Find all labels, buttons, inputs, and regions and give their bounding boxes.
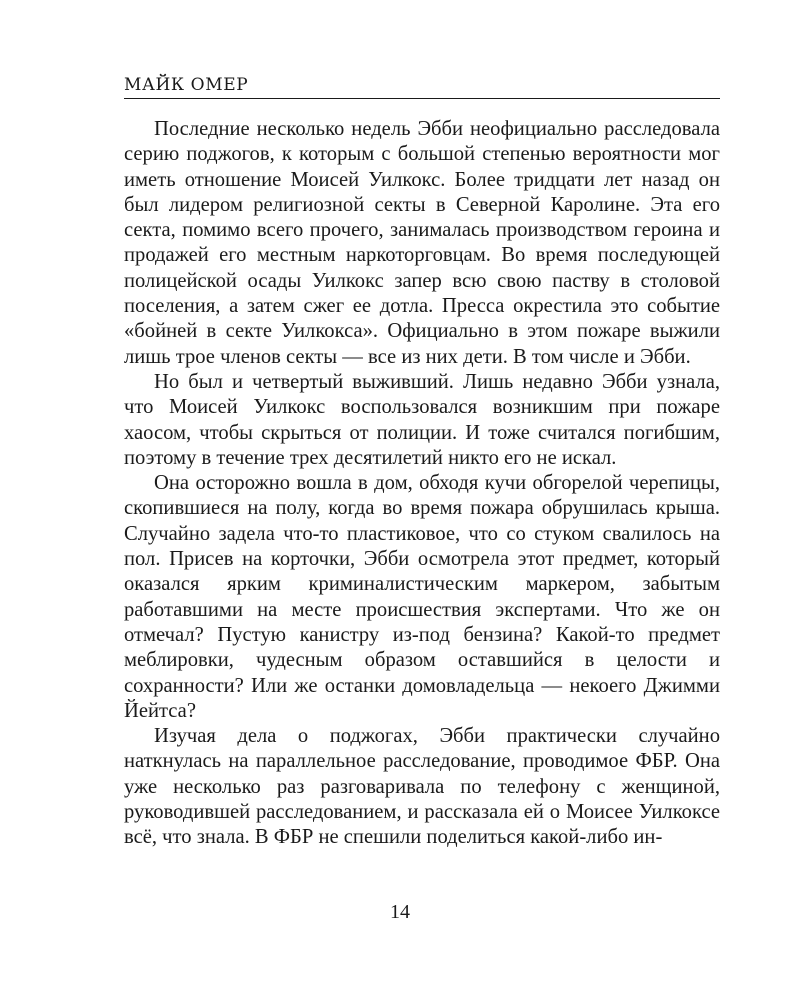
paragraph: Последние несколько недель Эбби неофициально расследовала серию поджогов, к которым с большой степенью вероятности мог иметь отношение Моисей Уилкокс. Более тридцати лет назад он был лидером религиозной секты в Северной Каролине. Эта его секта, помимо всего прочего, занималась производством героина и продажей его местным наркоторговцам. Во время последующей полицейской осады Уилкокс запер всю свою паству в столовой поселения, а затем сжег ее дотла. Пресса окрестила это событие «бойней в секте Уилкокса». Официально в этом пожаре выжили лишь трое членов секты — все из них дети. В том числе и Эбби. [124, 118, 720, 368]
paragraph: Она осторожно вошла в дом, обходя кучи обгорелой черепицы, скопившиеся на полу, когда во время пожара обрушилась крыша. Случайно задела что-то пластиковое, что со стуком свалилось на пол. Присев на корточки, Эбби осмотрела этот предмет, который оказался ярким криминалистическим маркером, забытым работавшими на месте происшествия экспертами. Что же он отмечал? Пустую канистру из-под бензина? Какой-то предмет меблировки, чудесным образом оставшийся в целости и сохранности? Или же останки домовладельца — некоего Джимми Йейтса? [124, 472, 720, 722]
paragraph: Изучая дела о поджогах, Эбби практически случайно наткнулась на параллельное расследование, проводимое ФБР. Она уже несколько раз разговаривала по телефону с женщиной, руководившей расследованием, и рассказала ей о Моисее Уилкоксе всё, что знала. В ФБР не спешили поделиться какой-либо ин- [124, 725, 720, 849]
author-name: МАЙК ОМЕР [124, 75, 249, 95]
running-header [124, 74, 720, 99]
paragraph: Но был и четвертый выживший. Лишь недавно Эбби узнала, что Моисей Уилкокс воспользовался возникшим при пожаре хаосом, чтобы скрыться от полиции. И тоже считался погибшим, поэтому в течение трех десятилетий никто его не искал. [124, 370, 720, 469]
body-text [124, 117, 720, 851]
page-number: 14 [390, 901, 410, 923]
